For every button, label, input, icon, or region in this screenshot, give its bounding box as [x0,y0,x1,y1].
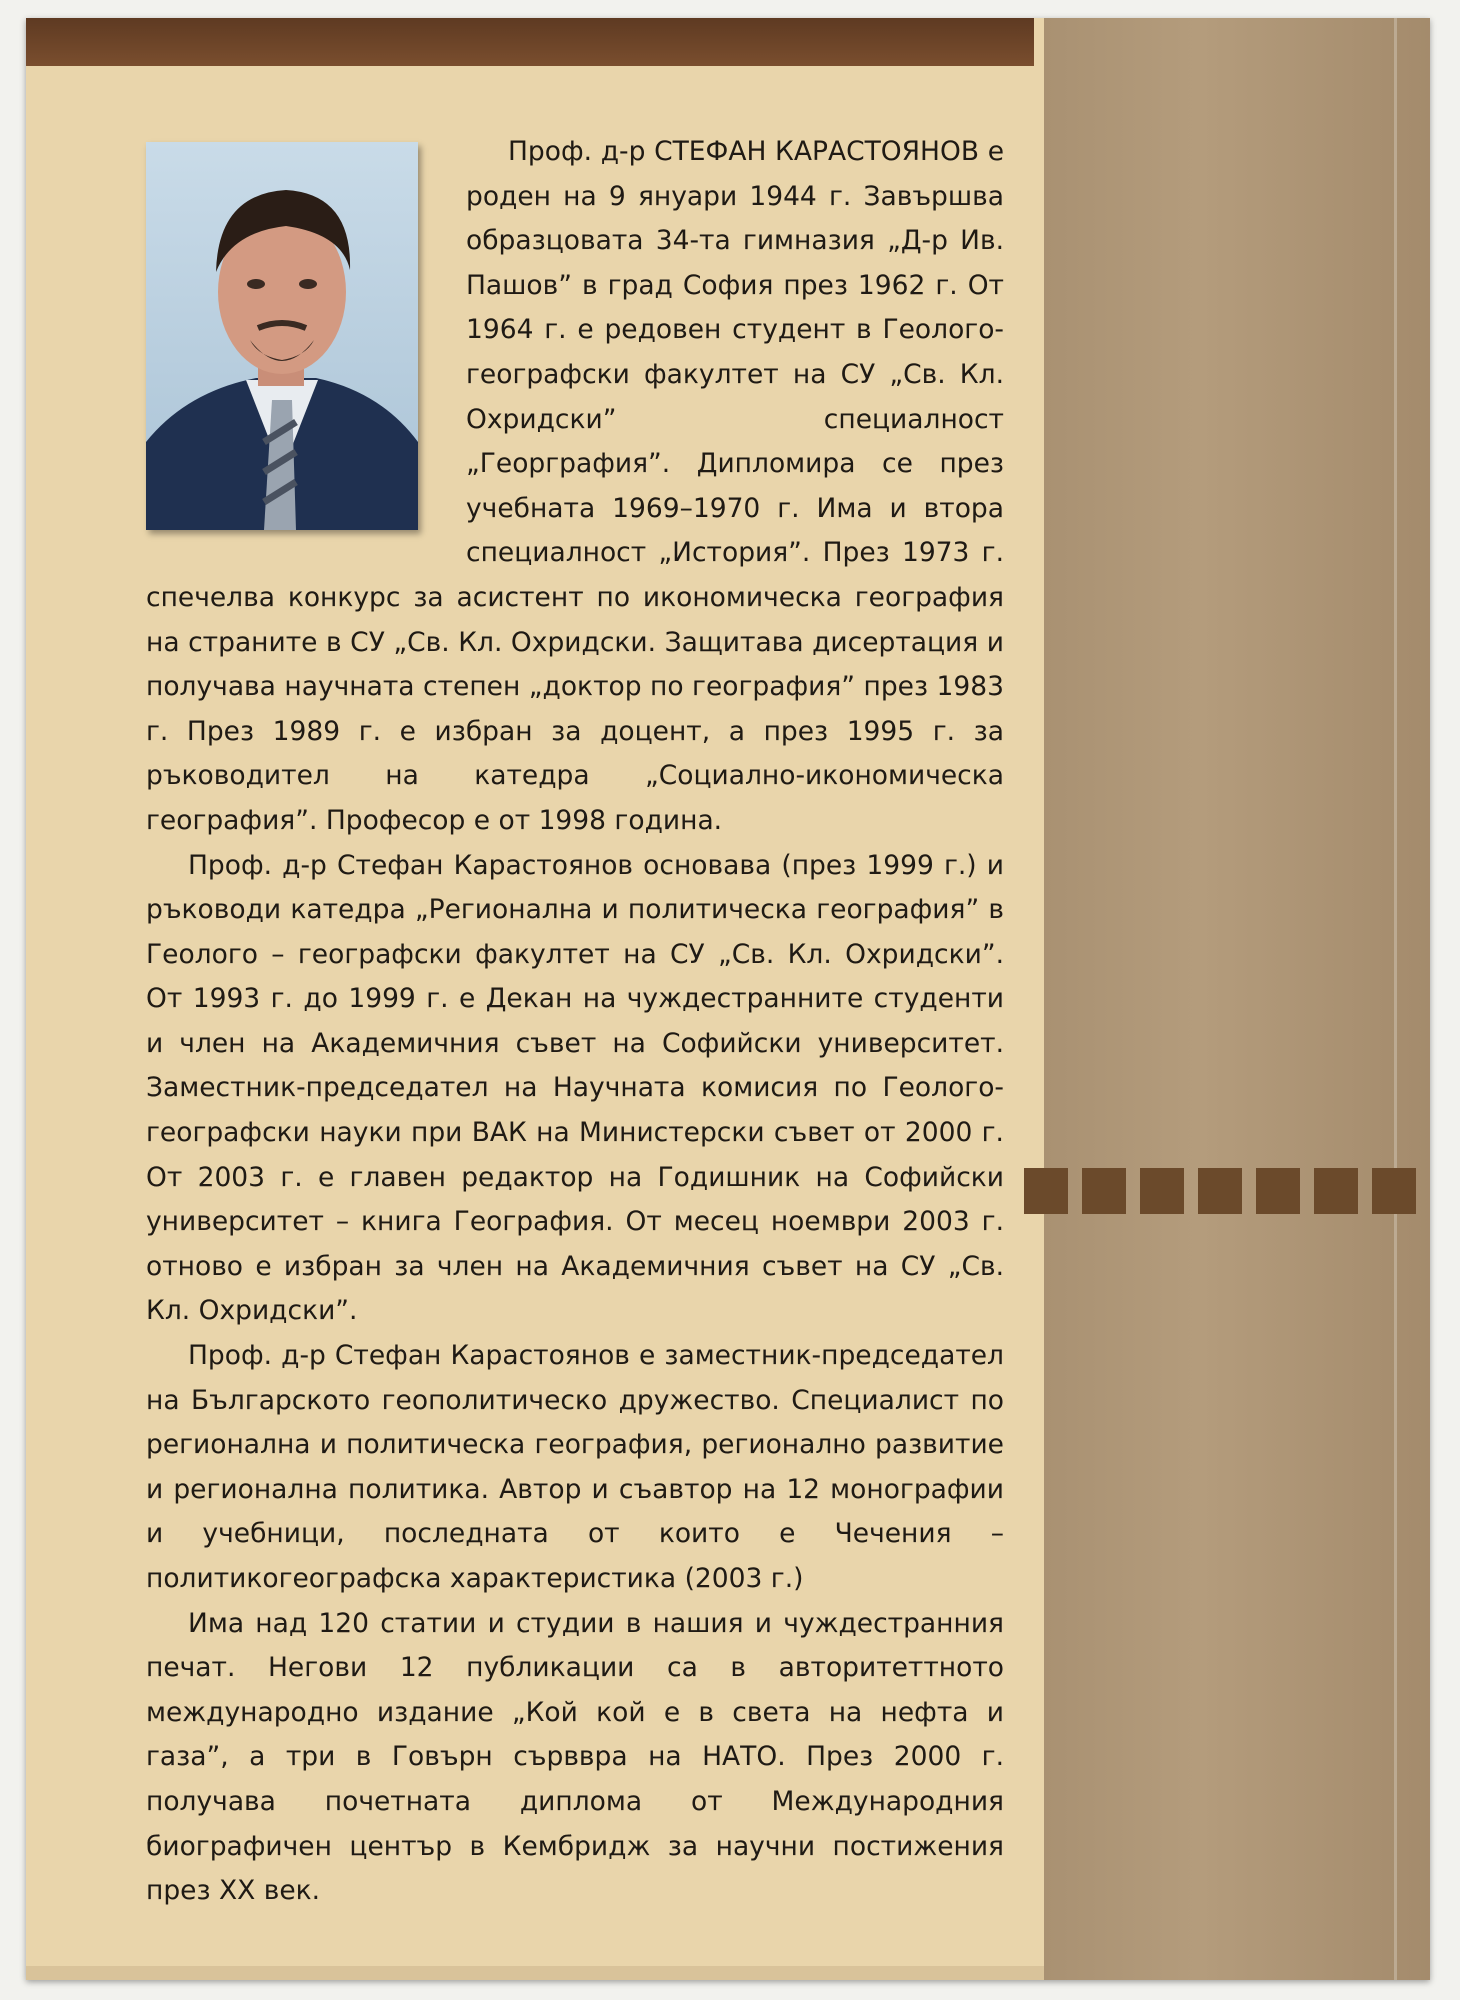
author-biography [146,130,1004,1914]
right-taupe-panel [1044,18,1430,1980]
bio-paragraph: Проф. д-р СТЕФАН КАРАСТОЯНОВ е роден на 9 януари 1944 г. Завършва образцовата 34-та гимназия „Д-р Ив. Пашов” в град София през 1962 г. От 1964 г. е редовен студент в Геолого-географски факултет на СУ „Св. Кл. Охридски” специалност „Георграфия”. Дипломира се през учебната 1969–1970 г. Има и втора специалност „История”. През 1973 г. спечелва конкурс за асистент по икономическа география на страните в СУ „Св. Кл. Охридски. Защитава дисертация и получава научната степен „доктор по география” през 1983 г. През 1989 г. е избран за доцент, а през 1995 г. за ръководител на катедра „Социално-икономическа география”. Професор е от 1998 година. [146,136,1004,836]
square-mark [1082,1168,1126,1214]
bio-paragraph: Проф. д-р Стефан Карастоянов основава (през 1999 г.) и ръководи катедра „Регионална и политическа география” в Геолого – географски факултет на СУ „Св. Кл. Охридски”. От 1993 г. до 1999 г. е Декан на чуждестранните студенти и член на Академичния съвет на Софийски университет. Заместник-председател на Научната комисия по Геолого-географски науки при ВАК на Министерски съвет от 2000 г. От 2003 г. е главен редактор на Годишник на Софийски университет – книга География. От месец ноември 2003 г. отново е избран за член на Академичния съвет на СУ „Св. Кл. Охридски”. [146,849,1004,1327]
photo-wrap-space [146,130,466,560]
bottom-strip [26,1966,1044,1980]
square-mark [1140,1168,1184,1214]
top-brown-band [26,18,1034,66]
square-mark [1198,1168,1242,1214]
bio-paragraph: Има над 120 статии и студии в нашия и чуждестранния печат. Негови 12 публикации са в авторитеттното международно издание „Кой кой е в света на нефта и газа”, а три в Говърн сърввра на НАТО. През 2000 г. получава почетната диплома от Международния биографичен център в Кембридж за научни постижения през XX век. [146,1607,1004,1907]
square-mark [1024,1168,1068,1214]
square-mark [1372,1168,1416,1214]
spine-edge [1394,18,1397,1980]
decorative-squares [1024,1168,1416,1214]
square-mark [1256,1168,1300,1214]
bio-paragraph: Проф. д-р Стефан Карастоянов е заместник-председател на Българското геополитическо дружество. Специалист по регионална и политическа география, регионално развитие и регионална политика. Автор и съавтор на 12 монографии и учебници, последната от които е Чечения – политикогеографска характеристика (2003 г.) [146,1340,1004,1594]
square-mark [1314,1168,1358,1214]
